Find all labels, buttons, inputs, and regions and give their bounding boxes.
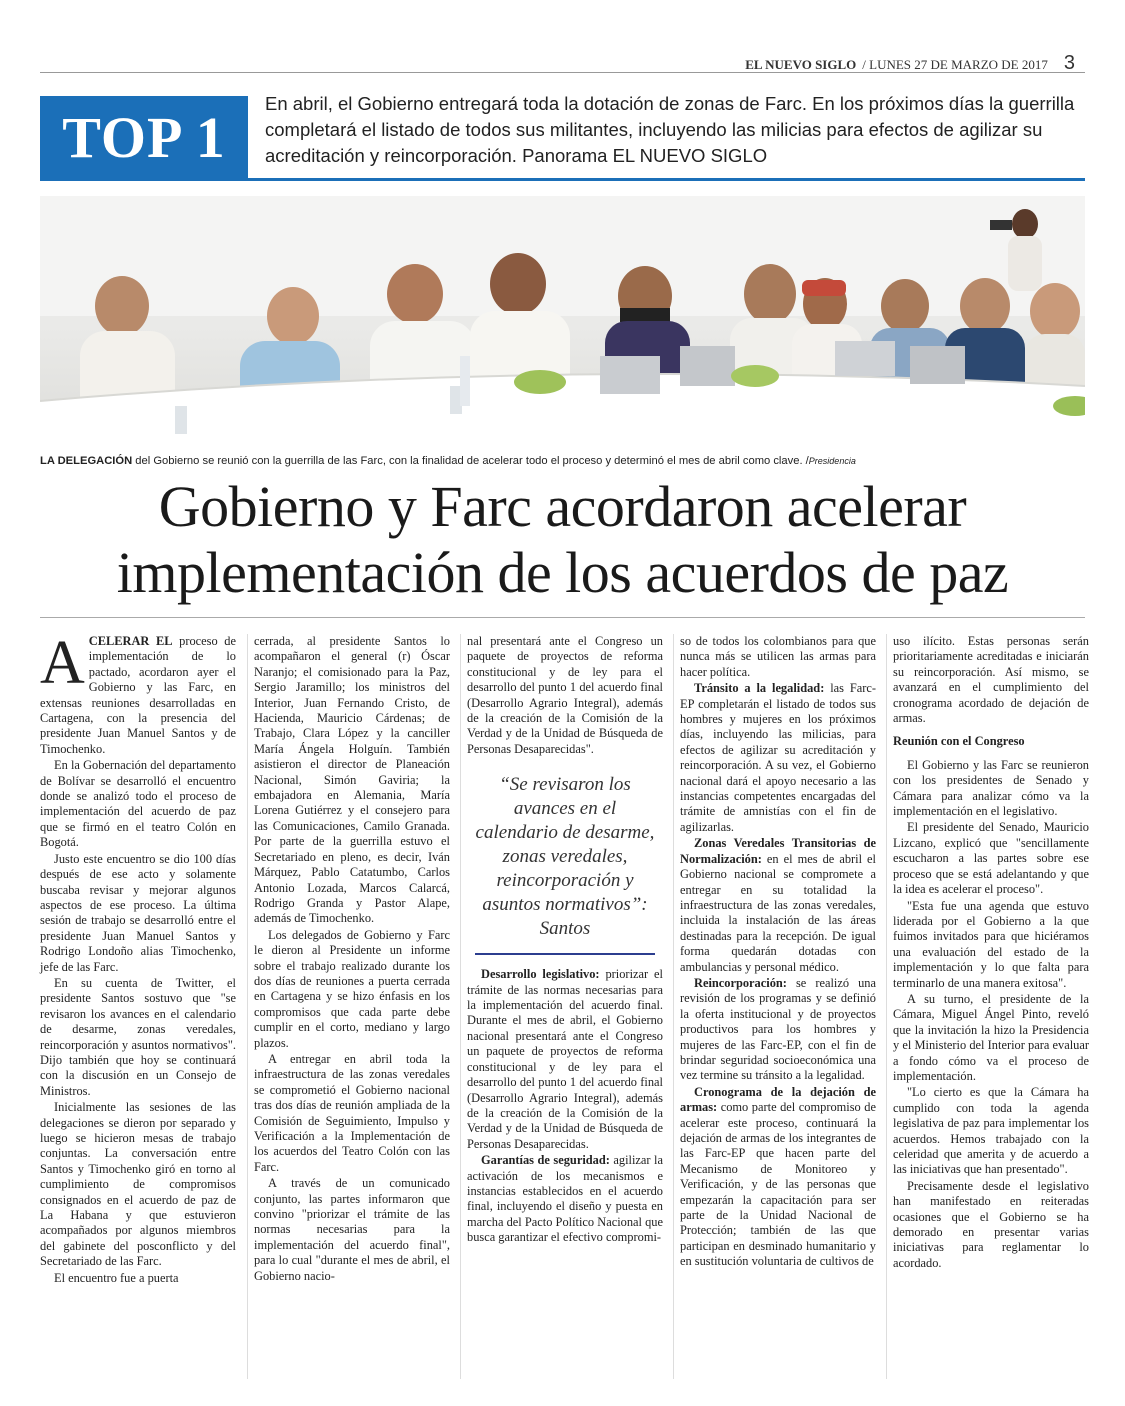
article-paragraph: El presidente del Senado, Mauricio Lizcano, explicó que "sencillamente escucharon a las partes sobre ese proceso que se está adelantando y que la idea es acelerar el proceso".	[893, 820, 1089, 897]
article-paragraph: A entregar en abril toda la infraestructura de las zonas veredales se comprometió el Gobierno nacional tras dos días de reunión ampliada de la Comisión de Seguimiento, Impulso y Verificación a la Implementación de los acuerdos del Teatro Colón con las Farc.	[254, 1051, 450, 1174]
meeting-photo	[40, 196, 1085, 451]
article-paragraph: A su turno, el presidente de la Cámara, Miguel Ángel Pinto, reveló que la invitación la hizo la Presidencia y el Ministerio del Interior para evaluar a fondo cómo va el proceso de implementación.	[893, 991, 1089, 1083]
section-label: Zonas Veredales Transitorias de Normalización:	[680, 836, 876, 866]
top-summary: En abril, el Gobierno entregará toda la dotación de zonas de Farc. En los próximos días la guerrilla completará el listado de todos sus militantes, incluyendo las milicias para efectos de agilizar su acreditación y reincorporación. Panorama EL NUEVO SIGLO	[265, 93, 1075, 166]
top-rule	[40, 178, 1085, 181]
article-paragraph: Justo este encuentro se dio 100 días después de ese acto y solamente buscaba revisar y mejorar algunos aspectos de ese proceso. La última sesión de trabajo se desarrolló entre el presidente Juan Manuel Santos y Rodrigo Londoño alias Timochenko, jefe de las Farc.	[40, 851, 236, 974]
article-column-2	[254, 634, 450, 1285]
article-paragraph: nal presentará ante el Congreso un paquete de proyectos de reforma constitucional y de ley para el desarrollo del punto 1 del acuerdo final (Desarrollo Agrario Integral), además de la creación de la Comisión de la Verdad y de la Unidad de Búsqueda de Personas Desaparecidas".	[467, 634, 663, 756]
article-paragraph: El Gobierno y las Farc se reunieron con los presidentes de Senado y Cámara para analizar cómo va la implementación en el legislativo.	[893, 757, 1089, 819]
article-paragraph: El encuentro fue a puerta	[54, 1270, 179, 1285]
article-paragraph	[680, 976, 876, 1084]
article-column-4	[680, 634, 876, 1271]
article-paragraph	[680, 681, 876, 835]
paragraph-text: agilizar la activación de los mecanismos e instancias establecidos en el acuerdo final, incluyendo el diseño y puesta en marcha del Pacto Político Nacional que busca garantizar el efectivo compromi-	[467, 1153, 663, 1245]
column-divider	[673, 634, 674, 1379]
article-column-1	[40, 629, 236, 1287]
paragraph-text: como parte del compromiso de acelerar este proceso, continuará la dejación de armas de los integrantes de las Farc-EP que hacen parte del Mecanismo de Monitoreo y Verificación, y de las personas que empezarán la capacitación para ser parte de la Unidad Nacional de Protección; también de las que participan en desminado humanitario y en sustitución voluntaria de cultivos de	[680, 1100, 876, 1269]
article-headline: Gobierno y Farc acordaron acelerar implementación de los acuerdos de paz	[116, 474, 1009, 605]
article-paragraph: uso ilícito. Estas personas serán prioritariamente acreditadas e iniciarán su reincorporación. Así mismo, se avanzará en el cumplimiento del cronograma acordado de dejación de armas.	[893, 634, 1089, 726]
article-paragraph	[680, 836, 876, 975]
section-label: Reincorporación:	[694, 975, 787, 990]
paragraph-text: las Farc-EP completarán el listado de todos sus hombres y mujeres en los próximos días, incluyendo las milicias, para efectos de agilizar su acreditación y reincorporación. A su vez, el Gobierno nacional dará el apoyo necesario a las instancias competentes encargadas del trámite de amnistías con el fin de agilizarlas.	[680, 681, 876, 834]
article-paragraph	[467, 967, 663, 1152]
column-divider	[247, 634, 248, 1379]
article-paragraph: Precisamente desde el legislativo han manifestado en reiteradas ocasiones que el Gobierno se ha demorado en presentar varias iniciativas para reglamentar lo acordado.	[893, 1178, 1089, 1270]
page-number: 3	[1063, 52, 1075, 74]
headline-rule	[40, 617, 1085, 618]
caption-text: del Gobierno se reunió con la guerrilla de las Farc, con la finalidad de acelerar todo el proceso y determinó el mes de abril como clave. /	[132, 455, 809, 467]
paragraph-text: se realizó una revisión de los programas y se definió la oferta institucional y de proyectos productivos para los hombres y mujeres de las Farc-EP, con el fin de brindar seguridad socioeconómica una vez termine su tránsito a la legalidad.	[680, 975, 876, 1083]
article-column-5	[893, 634, 1089, 1272]
section-label: Garantías de seguridad:	[481, 1153, 610, 1168]
photo-caption	[40, 455, 1085, 467]
article-paragraph: cerrada, al presidente Santos lo acompañaron el general (r) Óscar Naranjo; el comisionado para la Paz, Sergio Jaramillo; los ministros del Interior, Juan Fernando Cristo, de Hacienda, Mauricio Cárdenas; de Trabajo, Clara López y la canciller María Ángela Holguín. También asistieron el director de Planeación Nacional, Simón Gaviria; la embajadora en Alemania, María Lorena Gutiérrez y el consejero para las Comunicaciones, Camilo Granada. Por parte de la guerrilla estuvo el Secretariado en pleno, es decir, Iván Márquez, Pablo Catatumbo, Carlos Antonio Lozada, Marcos Calarcá, Rodrigo Granda y Pastor Alape, además de Timochenko.	[254, 634, 450, 926]
article-paragraph: Inicialmente las sesiones de las delegaciones se dieron por separado y luego se hicieron mesas de trabajo conjuntas. La conversación entre Santos y Timochenko giró en torno al cumplimiento de compromisos consignados en el acuerdo de paz de La Habana y que estuvieron acompañados por algunos miembros del gabinete del posconflicto y del Secretariado de las Farc.	[40, 1100, 236, 1269]
article-paragraph	[680, 1085, 876, 1270]
photo-credit: Presidencia	[808, 456, 856, 466]
article-paragraph: "Lo cierto es que la Cámara ha cumplido con toda la agenda legislativa de paz para implementar los acuerdos. Hemos trabajado con la celeridad que amerita y de acuerdo a las iniciativas que han presentado".	[893, 1085, 1089, 1177]
article-paragraph: Los delegados de Gobierno y Farc le dieron al Presidente un informe sobre el trabajo realizado durante los dos días de reuniones a puerta cerrada en Cartagena y se hizo énfasis en los compromisos que cada parte debe cumplir en el corto, mediano y largo plazos.	[254, 927, 450, 1050]
article-paragraph	[40, 629, 236, 757]
lead-in: CELERAR EL	[88, 634, 173, 648]
newspaper-name: EL NUEVO SIGLO	[745, 57, 857, 72]
masthead-rule	[40, 72, 1085, 73]
section-label: Tránsito a la legalidad:	[694, 681, 825, 696]
section-label: Cronograma de la dejación de armas:	[680, 1084, 876, 1115]
article-paragraph: En su cuenta de Twitter, el presidente Santos sostuvo que "se revisaron los avances en el calendario de desarme, zonas veredales, reincorporación y asuntos normativos". Dijo también que hoy se continuará con la discusión en un Consejo de Ministros.	[40, 975, 236, 1098]
section-label: Desarrollo legislativo:	[481, 967, 600, 982]
column-divider	[886, 634, 887, 1379]
paragraph-text: priorizar el trámite de las normas necesarias para la implementación del acuerdo final. Durante el mes de abril, el Gobierno nacional presentará ante el Congreso un paquete de proyectos de reforma constitucional y de ley para el desarrollo del punto 1 del acuerdo final (Desarrollo Agrario Integral), además de la creación de la Comisión de la Verdad y de la Unidad de Búsqueda de Personas Desaparecidas.	[467, 967, 663, 1151]
article-column-3	[467, 634, 663, 1247]
paragraph-text: en el mes de abril el Gobierno nacional se compromete a entregar en su totalidad la infraestructura de las zonas veredales, incluida la instalación de las áreas destinadas para la recepción. De igual forma quedarán dotadas con ambulancias y personal médico.	[680, 851, 876, 974]
article-paragraph: En la Gobernación del departamento de Bolívar se desarrolló el encuentro donde se analizó todo el proceso de implementación del acuerdo de paz que se firmó en el teatro Colón en Bogotá.	[40, 758, 236, 850]
article-paragraph: A través de un comunicado conjunto, las partes informaron que convino "priorizar el trámite de las normas necesarias para la implementación del acuerdo final", para lo cual "durante el mes de abril, el Gobierno nacio-	[254, 1176, 450, 1283]
meeting-photo-illustration	[40, 196, 1085, 451]
issue-date: / LUNES 27 DE MARZO DE 2017	[862, 57, 1048, 72]
paragraph-text: proceso de implementación de lo pactado, acordaron ayer el Gobierno y las Farc, en extensas reuniones desarrolladas en Cartagena, con la presencia del presidente Juan Manuel Santos y de Timochenko.	[40, 634, 236, 756]
drop-cap: A	[40, 629, 85, 697]
article-paragraph: "Esta fue una agenda que estuvo liderada por el Gobierno a la que fuimos invitados para que hiciéramos una evaluación del estado de la implementación y lo que falta para terminarlo de una manera exitosa".	[893, 898, 1089, 990]
article-subhead: Reunión con el Congreso	[893, 734, 1025, 749]
column-divider	[460, 634, 461, 1379]
pull-quote: “Se revisaron los avances en el calendario de desarme, zonas veredales, reincorporación y asuntos normativos”: Santos	[475, 773, 655, 955]
top-badge: TOP 1	[40, 96, 248, 178]
article-paragraph	[467, 1153, 663, 1245]
caption-lead: LA DELEGACIÓN	[40, 455, 133, 467]
article-paragraph: so de todos los colombianos para que nunca más se utilicen las armas para hacer política.	[680, 634, 876, 679]
